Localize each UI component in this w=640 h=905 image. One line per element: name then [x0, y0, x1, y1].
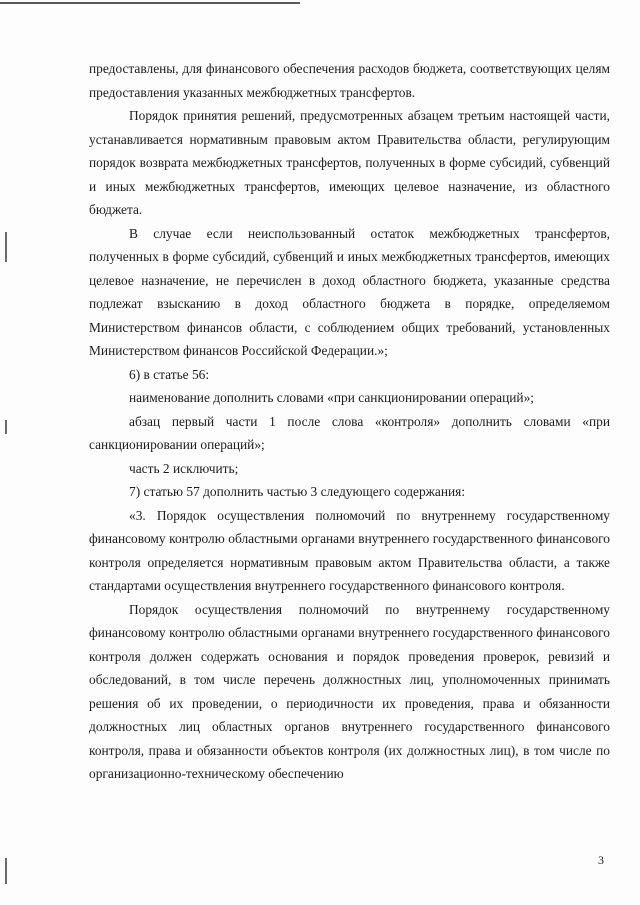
paragraph: предоставлены, для финансового обеспечения расходов бюджета, соответствующих целям предоставления указанных межбюджетных трансфертов. [89, 61, 610, 100]
paragraph: В случае если неиспользованный остаток межбюджетных трансфертов, полученных в форме субсидий, субвенций и иных межбюджетных трансфертов, имеющих целевое назначение, не перечислен в доход областного бюджета, указанные средства подлежат взысканию в доход областного бюджета в порядке, определяемом Министерством финансов области, с соблюдением общих требований, установленных Министерством финансов Российской Федерации.»; [89, 225, 610, 358]
paragraph: абзац первый части 1 после слова «контроля» дополнить словами «при санкционировании операций»; [89, 413, 610, 452]
document-body [89, 57, 610, 786]
paragraph: «3. Порядок осуществления полномочий по внутреннему государственному финансовому контролю областными органами внутреннего государственного финансового контроля определяется нормативным правовым актом Правительства области, а также стандартами осуществления внутреннего государственного финансового контроля. [89, 507, 610, 593]
paragraph: Порядок принятия решений, предусмотренных абзацем третьим настоящей части, устанавливается нормативным правовым актом Правительства области, регулирующим порядок возврата межбюджетных трансфертов, полученных в форме субсидий, субвенций и иных межбюджетных трансфертов, имеющих целевое назначение, из областного бюджета. [89, 108, 610, 217]
paragraph: наименование дополнить словами «при санкционировании операций»; [129, 390, 535, 405]
paragraph: Порядок осуществления полномочий по внутреннему государственному финансовому контролю областными органами внутреннего государственного финансового контроля должен содержать основания и порядок проведения проверок, ревизий и обследований, в том числе перечень должностных лиц, уполномоченных принимать решения об их проведении, о периодичности их проведения, права и обязанности должностных лиц областных органов внутреннего государственного финансового контроля, права и обязанности объектов контроля (их должностных лиц), в том числе по организационно-техническому обеспечению [89, 601, 610, 781]
page-number: 3 [598, 853, 604, 867]
scan-top-rule [0, 2, 300, 4]
scan-margin-mark [5, 420, 7, 434]
scan-margin-mark [5, 232, 7, 262]
paragraph: 6) в статье 56: [129, 366, 210, 382]
paragraph: часть 2 исключить; [129, 460, 239, 476]
paragraph: 7) статью 57 дополнить частью 3 следующего содержания: [129, 484, 466, 499]
scan-margin-mark [5, 858, 7, 884]
